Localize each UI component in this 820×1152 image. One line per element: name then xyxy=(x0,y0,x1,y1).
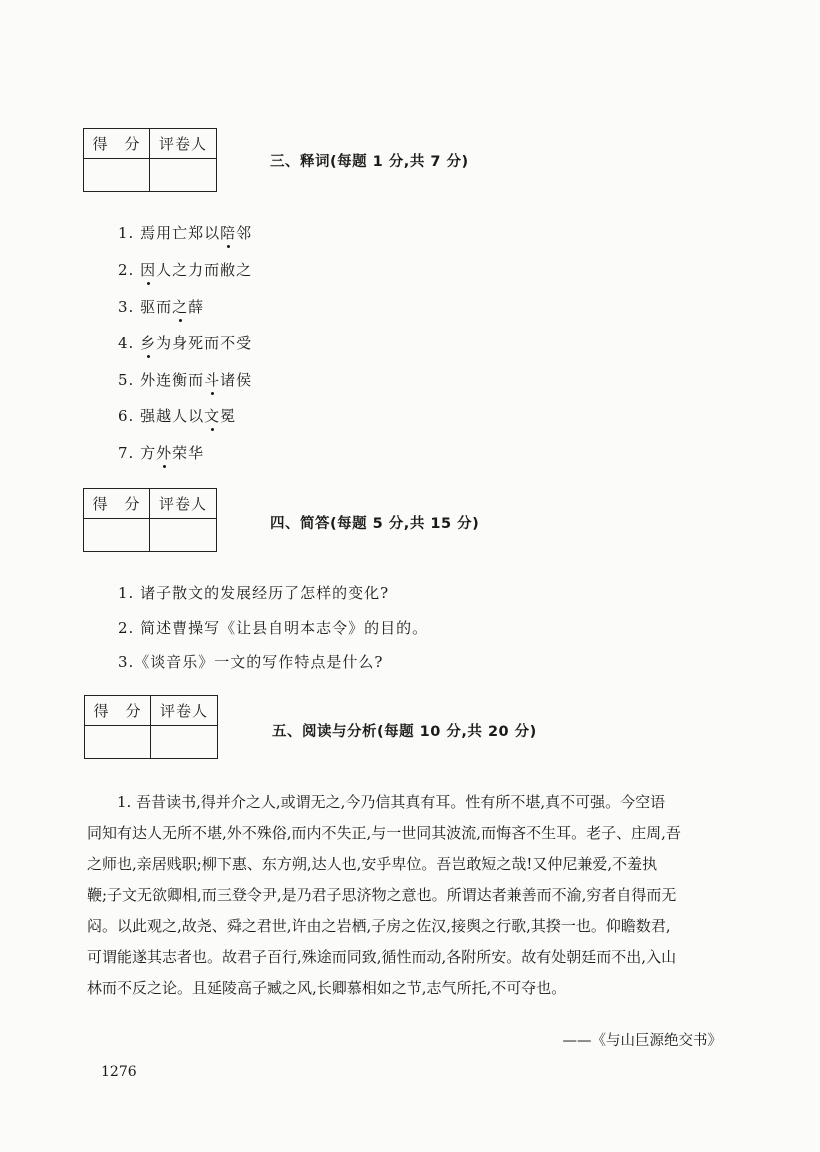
vocab-text: 荣华 xyxy=(172,444,205,462)
section-5-title: 五、阅读与分析(每题 10 分,共 20 分) xyxy=(272,724,537,740)
vocab-item xyxy=(118,442,204,463)
grader-cell xyxy=(150,159,217,192)
grader-label: 评卷人 xyxy=(150,129,217,159)
vocab-target-char: 外 xyxy=(156,444,173,462)
score-table-section-5 xyxy=(84,695,218,759)
vocab-text: 外连衡而 xyxy=(140,371,205,389)
grader-label: 评卷人 xyxy=(151,696,218,726)
vocab-number: 3. xyxy=(118,298,135,316)
vocab-number: 1. xyxy=(118,224,135,242)
vocab-number: 4. xyxy=(118,334,135,352)
vocab-text: 人之力而敝之 xyxy=(156,261,253,279)
reading-passage xyxy=(87,787,737,1004)
passage-line: 1. 吾昔读书,得并介之人,或谓无之,今乃信其真有耳。性有所不堪,真不可强。今空语 xyxy=(87,793,666,811)
passage-line: 之师也,亲居贱职;柳下惠、东方朔,达人也,安乎卑位。吾岂敢短之哉!又仲尼兼爱,不羞执 xyxy=(87,855,658,873)
vocab-target-char: 之 xyxy=(172,298,189,316)
vocab-number: 5. xyxy=(118,371,135,389)
section-4-title: 四、简答(每题 5 分,共 15 分) xyxy=(270,516,480,532)
score-label: 得 分 xyxy=(84,129,150,159)
vocab-number: 2. xyxy=(118,261,135,279)
vocab-target-char: 文 xyxy=(204,407,221,425)
vocab-item xyxy=(118,222,252,243)
vocab-number: 7. xyxy=(118,444,135,462)
vocab-text: 强越人以 xyxy=(140,407,205,425)
score-label: 得 分 xyxy=(84,489,150,519)
vocab-text: 诸侯 xyxy=(220,371,253,389)
vocab-target-char: 斗 xyxy=(204,371,221,389)
question-item: 2. 简述曹操写《让县自明本志令》的目的。 xyxy=(118,619,429,637)
vocab-text: 焉用亡郑以 xyxy=(140,224,221,242)
grader-cell xyxy=(150,519,217,552)
vocab-text: 为身死而不受 xyxy=(156,334,253,352)
vocab-text: 驱而 xyxy=(140,298,173,316)
passage-line: 鞭;子文无欲卿相,而三登令尹,是乃君子思济物之意也。所谓达者兼善而不渝,穷者自得而无 xyxy=(87,886,677,904)
score-table-section-3 xyxy=(83,128,217,192)
vocab-number: 6. xyxy=(118,407,135,425)
score-cell xyxy=(84,519,150,552)
question-item: 1. 诸子散文的发展经历了怎样的变化? xyxy=(118,584,390,602)
grader-label: 评卷人 xyxy=(150,489,217,519)
score-cell xyxy=(84,159,150,192)
section-3-title: 三、释词(每题 1 分,共 7 分) xyxy=(270,154,469,170)
vocab-item xyxy=(118,405,236,426)
vocab-text: 邻 xyxy=(236,224,253,242)
vocab-item xyxy=(118,369,252,390)
passage-line: 林而不反之论。且延陵高子臧之风,长卿慕相如之节,志气所托,不可夺也。 xyxy=(87,979,567,997)
vocab-target-char: 陪 xyxy=(220,224,237,242)
vocab-target-char: 因 xyxy=(140,261,157,279)
passage-line: 同知有达人无所不堪,外不殊俗,而内不失正,与一世同其波流,而悔吝不生耳。老子、庄周,吾 xyxy=(87,824,681,842)
passage-source: ——《与山巨源绝交书》 xyxy=(562,1033,722,1049)
vocab-item xyxy=(118,332,252,353)
vocab-target-char: 乡 xyxy=(140,334,157,352)
passage-line: 闷。以此观之,故尧、舜之君世,许由之岩栖,子房之佐汉,接舆之行歌,其揆一也。仰瞻数君, xyxy=(87,917,671,935)
question-item: 3.《谈音乐》一文的写作特点是什么? xyxy=(118,653,384,671)
grader-cell xyxy=(151,726,218,759)
score-label: 得 分 xyxy=(85,696,151,726)
page-number: 1276 xyxy=(101,1064,137,1080)
passage-line: 可谓能遂其志者也。故君子百行,殊途而同致,循性而动,各附所安。故有处朝廷而不出,入山 xyxy=(87,948,677,966)
vocab-item xyxy=(118,259,252,280)
score-cell xyxy=(85,726,151,759)
vocab-text: 薛 xyxy=(188,298,205,316)
vocab-item xyxy=(118,296,204,317)
vocab-text: 方 xyxy=(140,444,157,462)
vocab-text: 冕 xyxy=(220,407,237,425)
score-table-section-4 xyxy=(83,488,217,552)
